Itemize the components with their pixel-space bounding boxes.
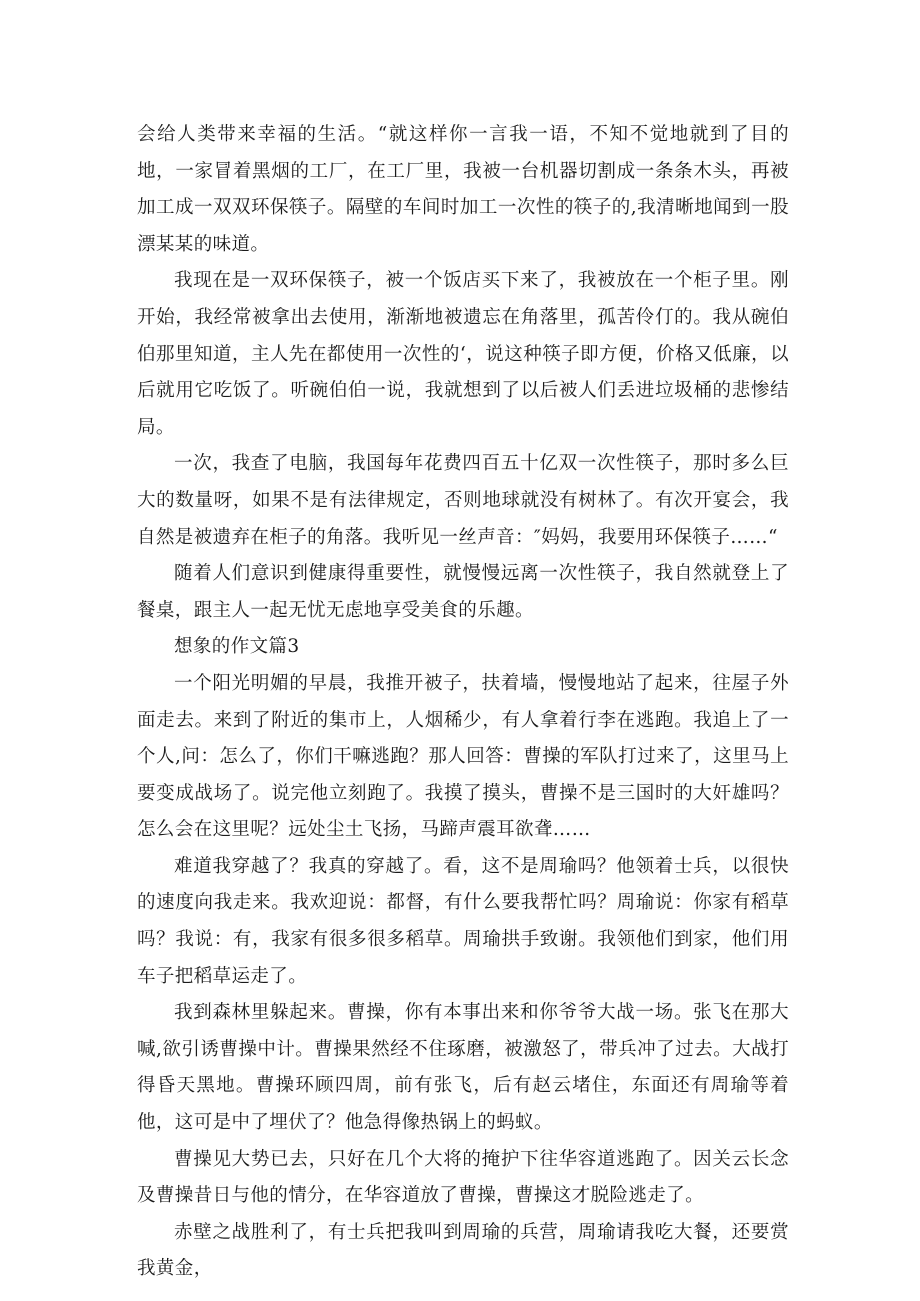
paragraph-7: 我到森林里躲起来。曹操，你有本事出来和你爷爷大战一场。张飞在那大喊,欲引诱曹操中计。曹操果然经不住琢磨，被激怒了，带兵冲了过去。大战打得昏天黑地。曹操环顾四周，前有张飞，后有赵云堵住，东面还有周瑜等着他，这可是中了埋伏了？他急得像热锅上的蚂蚁。 [137, 1002, 789, 1134]
paragraph-6: 难道我穿越了？我真的穿越了。看，这不是周瑜吗？他领着士兵，以很快的速度向我走来。我欢迎说：都督，有什么要我帮忙吗？周瑜说：你家有稻草吗？我说：有，我家有很多很多稻草。周瑜拱手致谢。我领他们到家，他们用车子把稻草运走了。 [137, 855, 789, 987]
paragraph-5: 一个阳光明媚的早晨，我推开被子，扶着墙，慢慢地站了起来，往屋子外面走去。来到了附近的集市上，人烟稀少，有人拿着行李在逃跑。我追上了一个人,问：怎么了，你们干嘛逃跑？那人回答：曹操的军队打过来了，这里马上要变成战场了。说完他立刻跑了。我摸了摸头，曹操不是三国时的大奸雄吗？怎么会在这里呢？远处尘土飞扬，马蹄声震耳欲聋…… [137, 672, 789, 841]
paragraph-4: 随着人们意识到健康得重要性，就慢慢远离一次性筷子，我自然就登上了餐桌，跟主人一起无忧无虑地享受美食的乐趣。 [137, 563, 789, 621]
paragraph-2: 我现在是一双环保筷子，被一个饭店买下来了，我被放在一个柜子里。刚开始，我经常被拿出去使用，渐渐地被遗忘在角落里，孤苦伶仃的。我从碗伯伯那里知道，主人先在都使用一次性的‘，说这种筷子即方便，价格又低廉，以后就用它吃饭了。听碗伯伯一说，我就想到了以后被人们丢进垃圾桶的悲惨结局。 [137, 270, 789, 438]
section-heading: 想象的作文篇3 [174, 636, 300, 658]
paragraph-9: 赤壁之战胜利了，有士兵把我叫到周瑜的兵营，周瑜请我吃大餐，还要赏我黄金， [137, 1221, 789, 1280]
paragraph-3: 一次，我查了电脑，我国每年花费四百五十亿双一次性筷子，那时多么巨大的数量呀，如果不是有法律规定，否则地球就没有树林了。有次开宴会，我自然是被遗弃在柜子的角落。我听见一丝声音：″妈妈，我要用环保筷子……“ [137, 453, 789, 548]
document-body [137, 117, 789, 1288]
paragraph-8: 曹操见大势已去，只好在几个大将的掩护下往华容道逃跑了。因关云长念及曹操昔日与他的情分，在华容道放了曹操，曹操这才脱险逃走了。 [137, 1148, 789, 1207]
paragraph-1: 会给人类带来幸福的生活。“就这样你一言我一语，不知不觉地就到了目的地，一家冒着黑烟的工厂，在工厂里，我被一台机器切割成一条条木头，再被加工成一双双环保筷子。隔壁的车间时加工一次性的筷子的,我清晰地闻到一股漂某某的味道。 [137, 124, 789, 255]
